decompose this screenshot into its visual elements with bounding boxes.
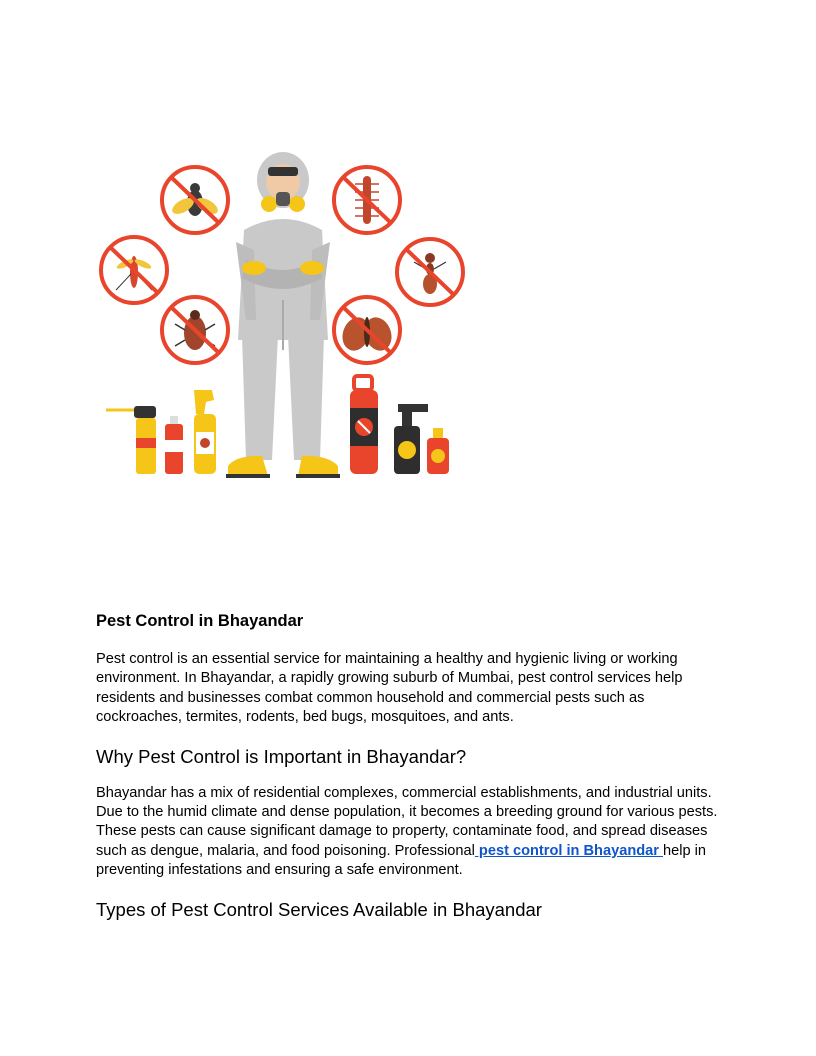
why-paragraph-text: Bhayandar has a mix of residential complexes, commercial establishments, and industrial units. Due to the humid climate and dense population, it becomes a breeding ground for various pests. These pests can cause significant damage to property, contaminate food, and spread diseases such as dengue, malaria, and food poisoning. Professional [96,784,718,859]
page-title: Pest Control in Bhayandar [96,612,304,630]
ant-prohibited-icon [397,239,463,305]
spray-can-icon [106,406,156,474]
exterminator-figure [226,152,340,478]
intro-paragraph: Pest control is an essential service for maintaining a healthy and hygienic living or working environment. In Bhayandar, a rapidly growing suburb of Mumbai, pest control services help residents and businesses combat common household and commercial pests such as cockroaches, termites, rodents, bed bugs, mosquitoes, and ants. [96,651,683,726]
mosquito-prohibited-icon [101,237,167,303]
fly-prohibited-icon [162,167,228,233]
why-paragraph [96,784,720,881]
pump-sprayer-icon [350,376,378,474]
pest-control-illustration [96,150,468,482]
section-heading-types: Types of Pest Control Services Available in Bhayandar [96,898,542,920]
article-content [96,611,720,921]
pest-control-link[interactable]: pest control in Bhayandar [474,842,664,859]
why-paragraph-text-end: help in preventing infestations and ensuring a safe environment. [96,842,707,879]
sprayer-bottle-icon [394,404,428,474]
centipede-prohibited-icon [334,167,400,233]
small-bottle-icon [427,428,449,474]
cockroach-prohibited-icon [162,297,228,363]
moth-prohibited-icon [334,297,400,363]
trigger-spray-bottle-icon [194,390,216,474]
aerosol-can-icon [165,416,183,474]
section-heading-why: Why Pest Control is Important in Bhayandar? [96,745,467,767]
illustration-svg [96,150,468,482]
